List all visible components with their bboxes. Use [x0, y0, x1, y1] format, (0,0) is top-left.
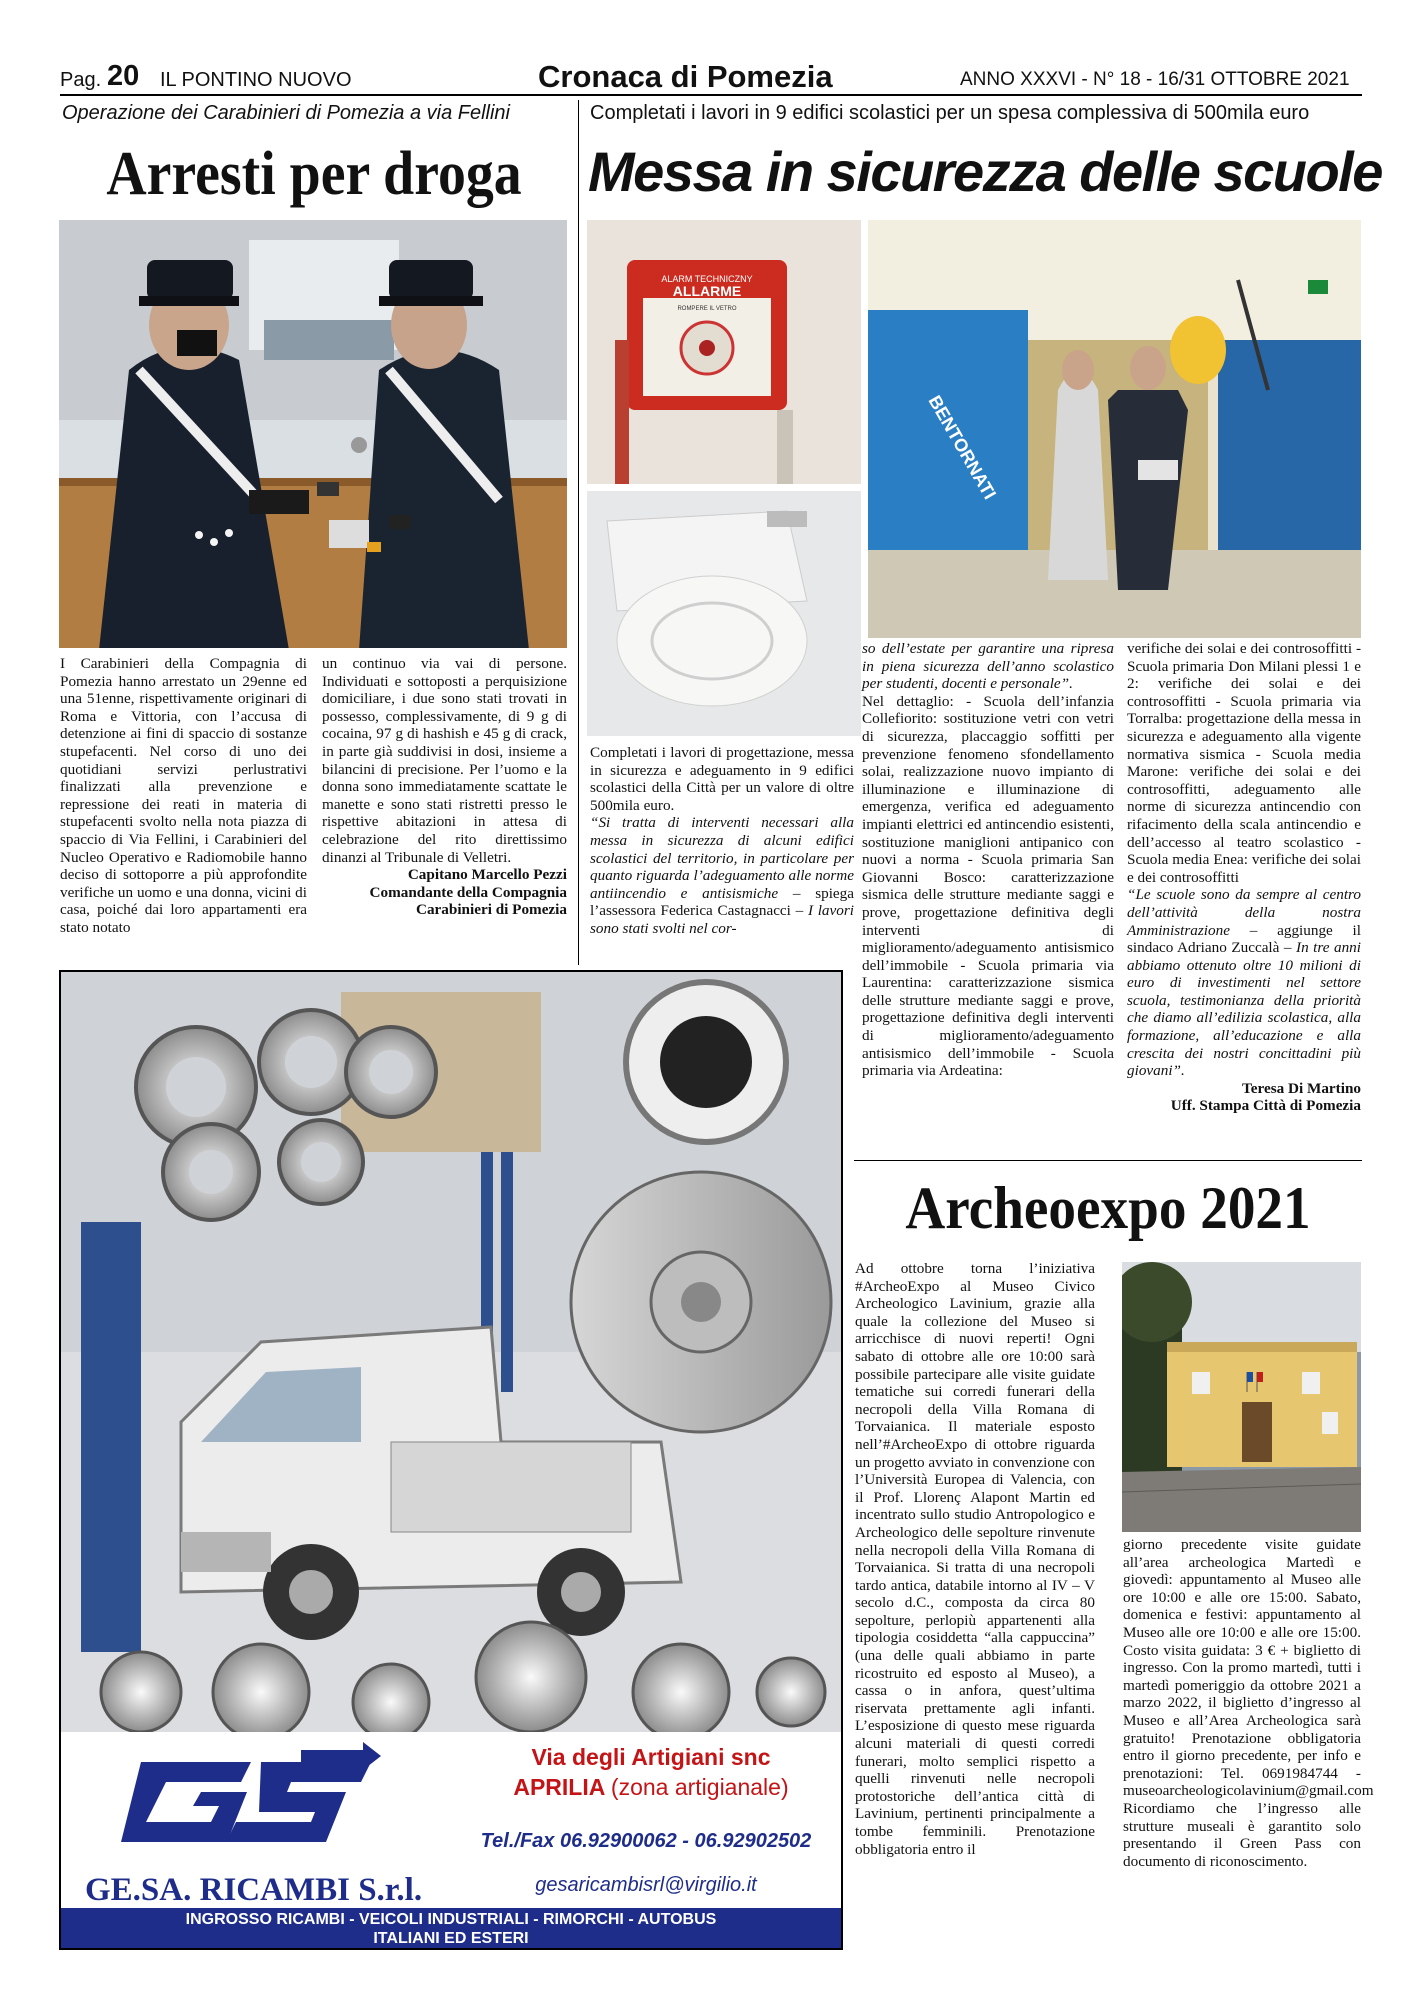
article2-col2-details: Nel dettaglio: - Scuola dell’infanzia Collefiorito: sostituzione vetri con vetri di sicurezza, placcaggio soffitti per prevenzione fenomeno sfondellamento solai, realizzazione nuovo impianto di illuminazione e illuminazione di emergenza, verifica ed adeguamento impianti elettrici ed antincendio esistenti, sostituzione maniglioni antipanico con nuovi a norma - Scuola primaria San Giovanni Bosco: caratterizzazione sismica delle strutture mediante saggi e prove, progettazione definitiva degli interventi di miglioramento/adeguamento antisismico dell’immobile - Scuola primaria via Laurentina: caratterizzazione sismica delle strutture mediante saggi e prove, progettazione definitiva degli interventi di miglioramento/adeguamento antisismico dell’immobile - Scuola primaria via Ardeatina: [862, 692, 1114, 1080]
ad-banner [61, 1908, 841, 1950]
article3-headline: Archeoexpo 2021 [905, 1175, 1311, 1241]
article1-sig-unit: Carabinieri di Pomezia [415, 901, 567, 919]
article2-col3-details: verifiche dei solai e dei controsoffitti - Scuola primaria Don Milani plessi 1 e 2: verifiche dei solai e dei controsoffitti - Scuola primaria via Torralba: progettazione della messa in sicurezza e adeguamento alla vigente normativa sismica - Scuola media Marone: verifiche dei solai e dei controsoffitti, adeguamento alle norme di sicurezza antincendio con rifacimento della scala antincendio e dell’accesso al teatro scolastico - Scuola media Enea: verifiche dei solai e dei controsoffitti [1127, 640, 1361, 886]
article3-col1 [855, 1260, 1095, 1858]
article1-headline: Arresti per droga [106, 140, 522, 208]
article2-col1 [590, 744, 854, 938]
article1-sig-name: Capitano Marcello Pezzi [407, 866, 567, 884]
article1-col1-text: I Carabinieri della Compagnia di Pomezia hanno arrestato un 29enne ed una 51enne, rispettivamente originari di Roma e Vittoria, con l’accusa di detenzione ai fini di spaccio di sostanze stupefacenti. Nel corso di uno dei quotidiani servizi perlustrativi finalizzati alla prevenzione e repressione dei reati in materia di stupefacenti svolto nella nota piazza di spaccio di Via Fellini, i Carabinieri del Nucleo Operativo e Radiomobile hanno deciso di sottoporre a più approfondite verifiche un uomo e una donna, vicini di casa, poiché dai loro appartamenti era stato notato [60, 655, 307, 936]
alarm-label-3: ROMPERE IL VETRO [677, 306, 737, 312]
ad-banner-line1: INGROSSO RICAMBI - VEICOLI INDUSTRIALI - RIMORCHI - AUTOBUS [185, 1911, 717, 1928]
masthead-rule [60, 94, 1362, 96]
article1-col1 [60, 655, 307, 937]
paper-name: IL PONTINO NUOVO [160, 69, 352, 91]
article2-col2 [862, 640, 1114, 1080]
article2-col3-attribution: – aggiunge il sindaco Adriano Zuccalà – [1127, 921, 1361, 957]
ad-area: (zona artigianale) [610, 1774, 789, 1800]
article1-kicker: Operazione dei Carabinieri di Pomezia a via Fellini [62, 102, 510, 124]
page-number: 20 [107, 60, 140, 92]
article2-col1-quote: “Si tratta di interventi necessari alla messa in sicurezza di alcuni edifici scolastici del territorio, in particolare per quanto riguarda l’adeguamento alle norme antiincendio e antisismiche [590, 814, 854, 902]
alarm-label-1: ALARM TECHNICZNY [661, 274, 753, 284]
article2-headline: Messa in sicurezza delle scuole [588, 140, 1382, 203]
article2-col3-quote: “Le scuole sono da sempre al centro dell’attività della nostra Amministrazione [1127, 886, 1361, 939]
page-prefix: Pag. [60, 69, 102, 91]
gs-logo-icon [101, 1742, 381, 1852]
ad-city-line [481, 1774, 821, 1801]
article2-kicker: Completati i lavori in 9 edifici scolastici per un spesa complessiva di 500mila euro [590, 102, 1310, 124]
article1-col2 [322, 655, 567, 919]
article3-col1-text: Ad ottobre torna l’iniziativa #ArcheoExpo al Museo Civico Archeologico Lavinium, grazie alla quale la collezione del Museo si arricchisce di nuovi reperti! Ogni sabato di ottobre alle ore 10:00 sarà possibile partecipare alle visite guidate tematiche sui corredi funerari della necropoli della Villa Romana di Torvaianica. Il materiale esposto nell’#ArcheoExpo di ottobre riguarda un progetto avviato in convenzione con l’Università Europea di Valencia, con il Prof. Llorenç Alapont Martin ed incentrato sullo studio Antropologico e Archeologico delle sepolture rinvenute nella necropoli della Villa Romana di Torvaianica. Si tratta di una necropoli tardo antica, databile intorno al IV – V secolo d.C., composta da circa 80 sepolture, perlopiù appartenenti alla tipologia cosiddetta “alla cappuccina” (una delle quali abbiamo in parte ricostruito ed esposto al Museo), a cassa o in anfora, quest’ultima riservata prettamente agli infanti. L’esposizione di questo mese riguarda alcuni materiali di questi corredi funerari, molto semplici rispetto a quelli rinvenuti nelle necropoli protostoriche dell’antica città di Lavinium, pertinenti principalmente a tombe femminili. Prenotazione obbligatoria entro il [855, 1260, 1095, 1858]
article2-col2-quote: so dell’estate per garantire una ripresa in piena sicurezza dell’anno scolastico per studenti, docenti e personale”. [862, 640, 1114, 693]
article2-col1-attribution: – spiega l’assessora Federica Castagnacci – [590, 884, 854, 920]
smoke-detector-photo [587, 491, 861, 736]
article1-sig-role: Comandante della Compagnia [369, 883, 567, 901]
article1-col2-text: un continuo via vai di persone. Individuati e sottoposti a perquisizione domiciliare, i due sono stati trovati in possesso, complessivamente, di 9 g di cocaina, 97 g di hashish e 45 g di crack, in parte già suddivisi in dosi, insieme a bilancini di precisione. Per l’uomo e la donna sono immediatamente scattate le manette e sono stati ristretti presso le rispettive abitazioni in attesa di celebrazione del rito direttissimo dinanzi al Tribunale di Velletri. [322, 655, 567, 866]
article2-col1-quote-cont: I lavori sono stati svolti nel cor- [590, 902, 854, 937]
ad-parts-illustration [61, 972, 841, 1742]
ad-city: APRILIA [513, 1774, 605, 1800]
masthead [60, 58, 1360, 94]
ad-email: gesaricambisrl@virgilio.it [535, 1874, 757, 1896]
section-title: Cronaca di Pomezia [538, 59, 833, 94]
article3-col2 [1123, 1536, 1374, 1870]
carabinieri-photo [59, 220, 567, 648]
ad-phone: Tel./Fax 06.92900062 - 06.92902502 [480, 1830, 812, 1852]
article2-col1-intro: Completati i lavori di progettazione, messa in sicurezza e adeguamento in 9 edifici scolastici della Città per un valore di oltre 500mila euro. [590, 744, 854, 814]
column-divider [578, 100, 579, 965]
alarm-label-2: ALLARME [672, 283, 742, 299]
issue-info: ANNO XXXVI - N° 18 - 16/31 OTTOBRE 2021 [960, 69, 1350, 90]
museum-photo [1122, 1262, 1361, 1532]
alarm-photo [587, 220, 861, 484]
ad-info-panel [61, 1732, 841, 1950]
article2-sig-name: Teresa Di Martino [1242, 1079, 1361, 1097]
article3-col2-text: giorno precedente visite guidate all’area archeologica Martedì e giovedì: appuntamento al Museo alle ore 10:00 e alle ore 15:00. Sabato, domenica e festivi: appuntamento al Museo alle ore 10:00 e alle ore 15:00. Costo visita guidata: 3 € + biglietto di ingresso. Con la promo martedì, tutti i martedì pomeriggio da ottobre 2021 a marzo 2022, il biglietto d’ingresso al Museo e all’Area Archeologica sarà gratuito! Prenotazione obbligatoria entro il giorno precedente, per info e prenotazioni: Tel. 0691984744 - museoarcheologicolavinium@gmail.com Ricordiamo che l’ingresso alle strutture museali è garantito solo presentando il Green Pass con documento di riconoscimento. [1123, 1536, 1374, 1870]
article3-top-rule [854, 1160, 1362, 1161]
ad-address: Via degli Artigiani snc [531, 1744, 771, 1770]
ad-banner-line2: ITALIANI ED ESTERI [373, 1930, 529, 1947]
article2-sig-office: Uff. Stampa Città di Pomezia [1170, 1097, 1361, 1115]
school-corridor-photo [868, 220, 1361, 638]
ad-gesa-ricambi [59, 970, 843, 1950]
bentornati-wall-text: BENTORNATI [924, 392, 1001, 503]
article2-col3 [1127, 640, 1361, 1115]
article2-col3-quote-cont: In tre anni abbiamo ottenuto oltre 10 milioni di euro di investimenti nel settore scuola, testimonianza della priorità che diamo all’edilizia scolastica, alla formazione, all’educazione e alla crescita dei nostri concittadini più giovani”. [1127, 939, 1361, 1080]
ad-company-name: GE.SA. RICAMBI S.r.l. [85, 1872, 423, 1908]
